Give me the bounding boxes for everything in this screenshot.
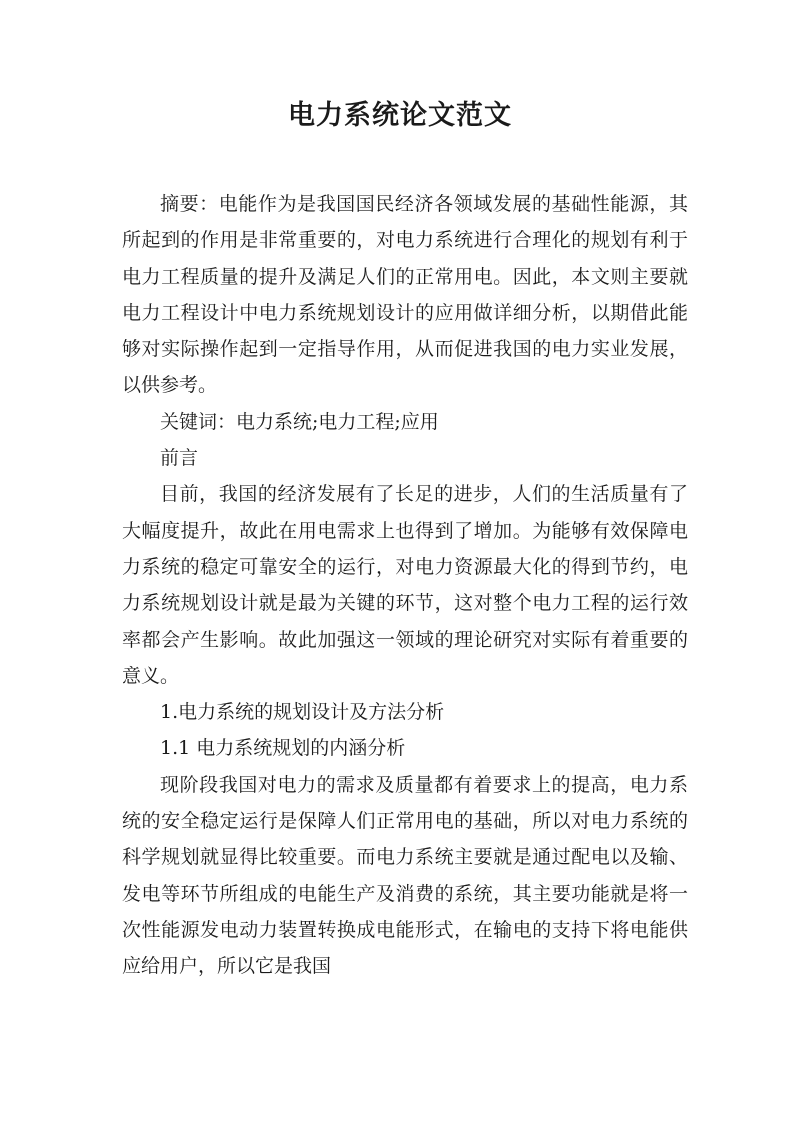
preface-heading: 前言 <box>160 447 199 470</box>
document-title: 电力系统论文范文 <box>288 100 512 131</box>
document-body <box>122 186 688 985</box>
section-heading-1: 1.电力系统的规划设计及方法分析 <box>160 701 445 724</box>
preface-paragraph: 目前，我国的经济发展有了长足的进步，人们的生活质量有了大幅度提升，故此在用电需求上也得到了增加。为能够有效保障电力系统的稳定可靠安全的运行，对电力资源最大化的得到节约，电力系统规划设计就是最为关键的环节，这对整个电力工程的运行效率都会产生影响。故此加强这一领域的理论研究对实际有着重要的意义。 <box>122 483 688 687</box>
body-paragraph: 现阶段我国对电力的需求及质量都有着要求上的提高，电力系统的安全稳定运行是保障人们正常用电的基础，所以对电力系统的科学规划就显得比较重要。而电力系统主要就是通过配电以及输、发电等环节所组成的电能生产及消费的系统，其主要功能就是将一次性能源发电动力装置转换成电能形式，在输电的支持下将电能供应给用户，所以它是我国 <box>122 773 688 978</box>
abstract-paragraph: 摘要：电能作为是我国国民经济各领域发展的基础性能源，其所起到的作用是非常重要的，对电力系统进行合理化的规划有利于电力工程质量的提升及满足人们的正常用电。因此，本文则主要就电力工程设计中电力系统规划设计的应用做详细分析，以期借此能够对实际操作起到一定指导作用，从而促进我国的电力实业发展，以供参考。 <box>122 193 688 397</box>
keywords-paragraph: 关键词：电力系统;电力工程;应用 <box>160 410 439 433</box>
section-heading-1-1: 1.1 电力系统规划的内涵分析 <box>160 737 406 760</box>
